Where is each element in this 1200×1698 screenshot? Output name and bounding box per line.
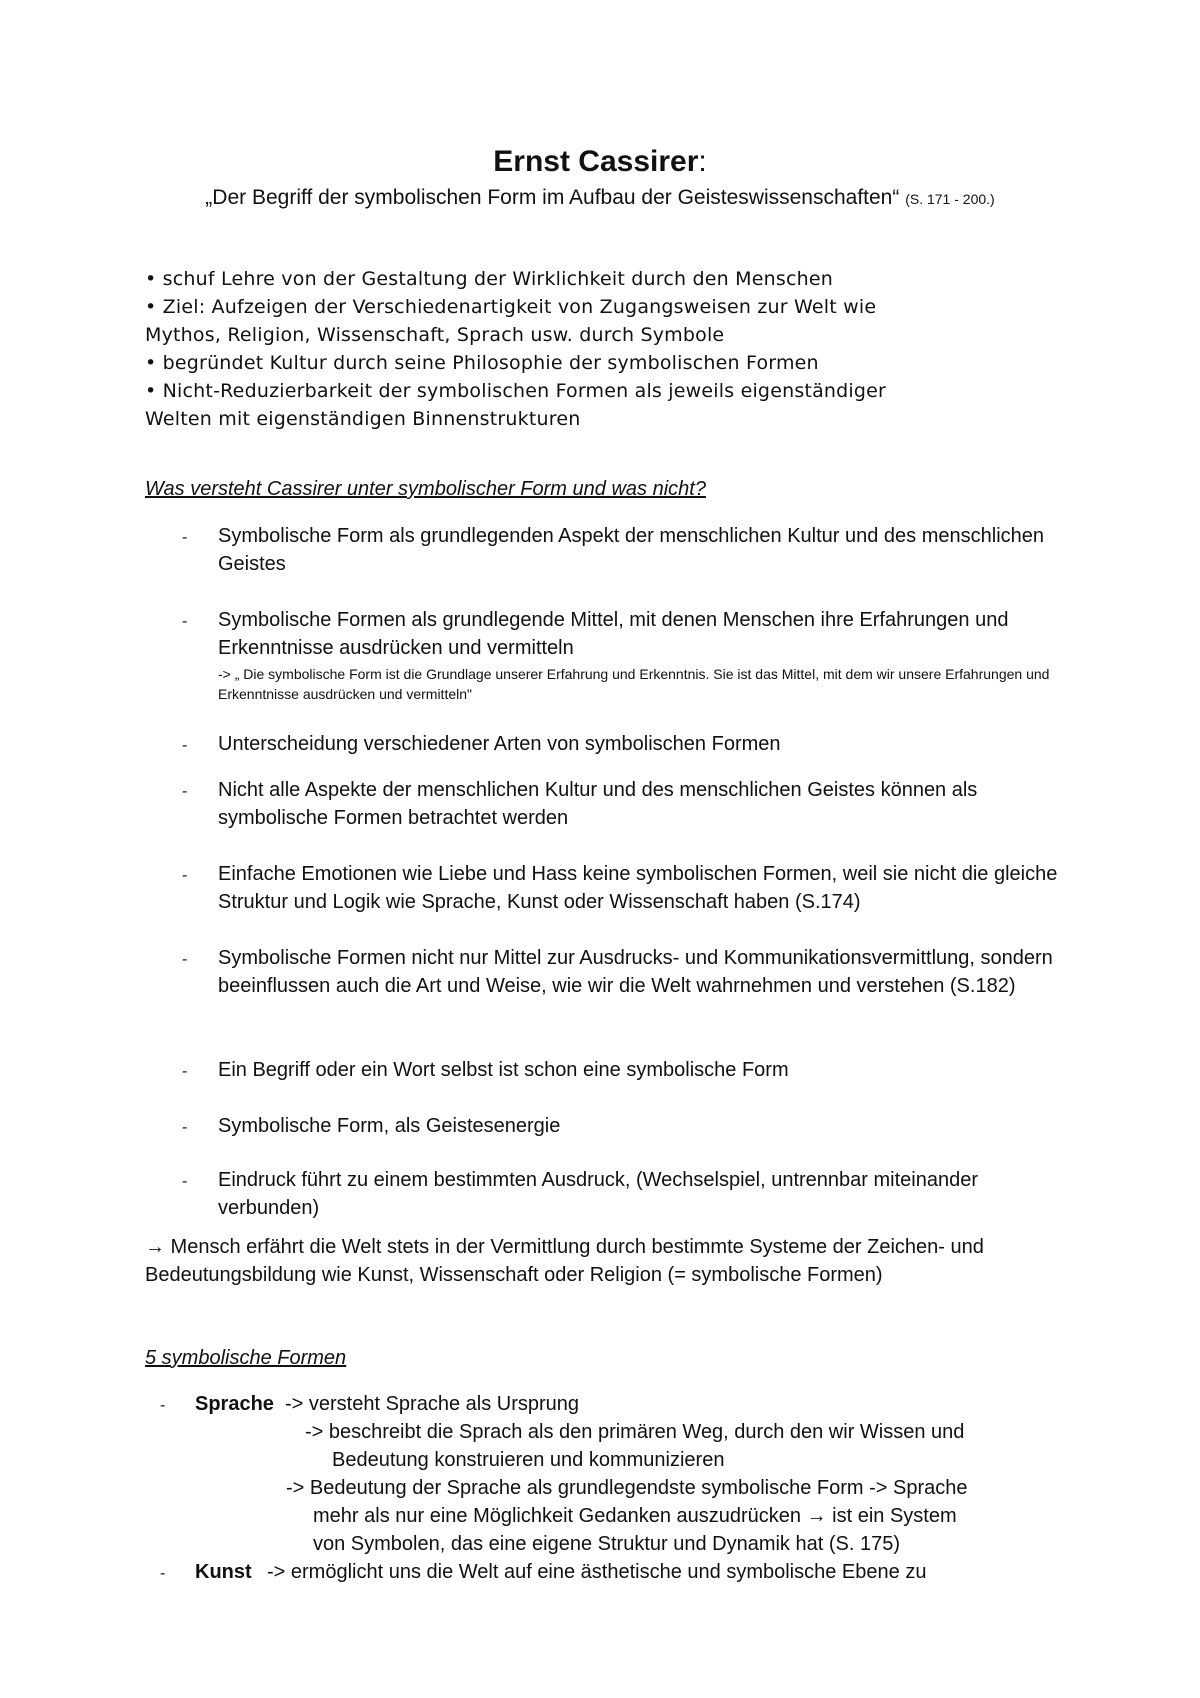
list-dash: -: [182, 737, 188, 754]
list-item-text-wrap: [218, 606, 1078, 704]
subtitle-text: „Der Begriff der symbolischen Form im Aufbau der Geisteswissenschaften“: [205, 186, 900, 209]
form-name: Sprache: [195, 1393, 274, 1415]
form-name: Kunst: [195, 1561, 252, 1583]
document-subtitle: [0, 186, 1200, 210]
list-item-text: Symbolische Formen als grundlegende Mittel, mit denen Menschen ihre Erfahrungen und Erkenntnisse ausdrücken und vermitteln: [218, 609, 1009, 659]
list-dash: -: [182, 867, 188, 884]
form-text: -> versteht Sprache als Ursprung: [285, 1393, 580, 1415]
list-dash: -: [182, 951, 188, 968]
list-dash: -: [182, 1173, 188, 1190]
title-colon: :: [698, 145, 707, 178]
list-item-text: Unterscheidung verschiedener Arten von symbolischen Formen: [218, 733, 781, 755]
intro-bullet: • Ziel: Aufzeigen der Verschiedenartigkeit von Zugangsweisen zur Welt wie: [145, 296, 877, 318]
intro-bullet: Mythos, Religion, Wissenschaft, Sprach usw. durch Symbole: [145, 324, 725, 346]
list-dash: -: [182, 529, 188, 546]
list-dash: -: [182, 1063, 188, 1080]
section-heading-five-forms: 5 symbolische Formen: [145, 1347, 347, 1369]
list-dash: -: [182, 783, 188, 800]
title-name: Ernst Cassirer: [493, 145, 699, 178]
intro-bullet: • Nicht-Reduzierbarkeit der symbolischen Formen als jeweils eigenständiger: [145, 380, 887, 402]
intro-bullet: • begründet Kultur durch seine Philosophie der symbolischen Formen: [145, 352, 819, 374]
form-subtext: -> beschreibt die Sprach als den primären Weg, durch den wir Wissen und: [305, 1421, 965, 1443]
conclusion-text: → Mensch erfährt die Welt stets in der Vermittlung durch bestimmte Systeme der Zeichen- und Bedeutungsbildung wie Kunst, Wissenschaft oder Religion (= symbolische Formen): [145, 1236, 984, 1286]
form-subtext: -> Bedeutung der Sprache als grundlegendste symbolische Form -> Sprache: [286, 1477, 968, 1499]
quote-text: -> „ Die symbolische Form ist die Grundlage unserer Erfahrung und Erkenntnis. Sie ist das Mittel, mit dem wir unsere Erfahrungen und Erkenntnisse ausdrücken und vermitteln": [218, 666, 1050, 702]
list-dash: -: [182, 613, 188, 630]
form-subtext: von Symbolen, das eine eigene Struktur und Dynamik hat (S. 175): [313, 1533, 900, 1555]
form-text: -> ermöglicht uns die Welt auf eine ästhetische und symbolische Ebene zu: [267, 1561, 927, 1583]
list-item-text: Ein Begriff oder ein Wort selbst ist schon eine symbolische Form: [218, 1059, 789, 1081]
form-subtext: mehr als nur eine Möglichkeit Gedanken auszudrücken → ist ein System: [313, 1505, 957, 1527]
intro-bullet: • schuf Lehre von der Gestaltung der Wirklichkeit durch den Menschen: [145, 268, 833, 290]
list-dash: -: [160, 1565, 166, 1582]
list-item-text: Symbolische Formen nicht nur Mittel zur Ausdrucks- und Kommunikationsvermittlung, sondern beeinflussen auch die Art und Weise, wie wir die Welt wahrnehmen und verstehen (S.182): [218, 947, 1053, 997]
list-dash: -: [182, 1119, 188, 1136]
intro-bullet: Welten mit eigenständigen Binnenstrukturen: [145, 408, 581, 430]
intro-bullet-list: [145, 265, 1065, 433]
document-title: [0, 145, 1200, 179]
form-subtext: Bedeutung konstruieren und kommunizieren: [332, 1449, 725, 1471]
section-heading-symbolic-form: Was versteht Cassirer unter symbolischer Form und was nicht?: [145, 478, 706, 500]
list-item-text: Eindruck führt zu einem bestimmten Ausdruck, (Wechselspiel, untrennbar miteinander verbunden): [218, 1169, 978, 1219]
list-dash: -: [160, 1397, 166, 1414]
subtitle-pages: (S. 171 - 200.): [905, 191, 995, 207]
list-item-text: Einfache Emotionen wie Liebe und Hass keine symbolischen Formen, weil sie nicht die gleiche Struktur und Logik wie Sprache, Kunst oder Wissenschaft haben (S.174): [218, 863, 1058, 913]
list-item-text: Symbolische Form als grundlegenden Aspekt der menschlichen Kultur und des menschlichen Geistes: [218, 525, 1045, 575]
list-item-text: Symbolische Form, als Geistesenergie: [218, 1115, 561, 1137]
list-item-text: Nicht alle Aspekte der menschlichen Kultur und des menschlichen Geistes können als symbolische Formen betrachtet werden: [218, 779, 978, 829]
